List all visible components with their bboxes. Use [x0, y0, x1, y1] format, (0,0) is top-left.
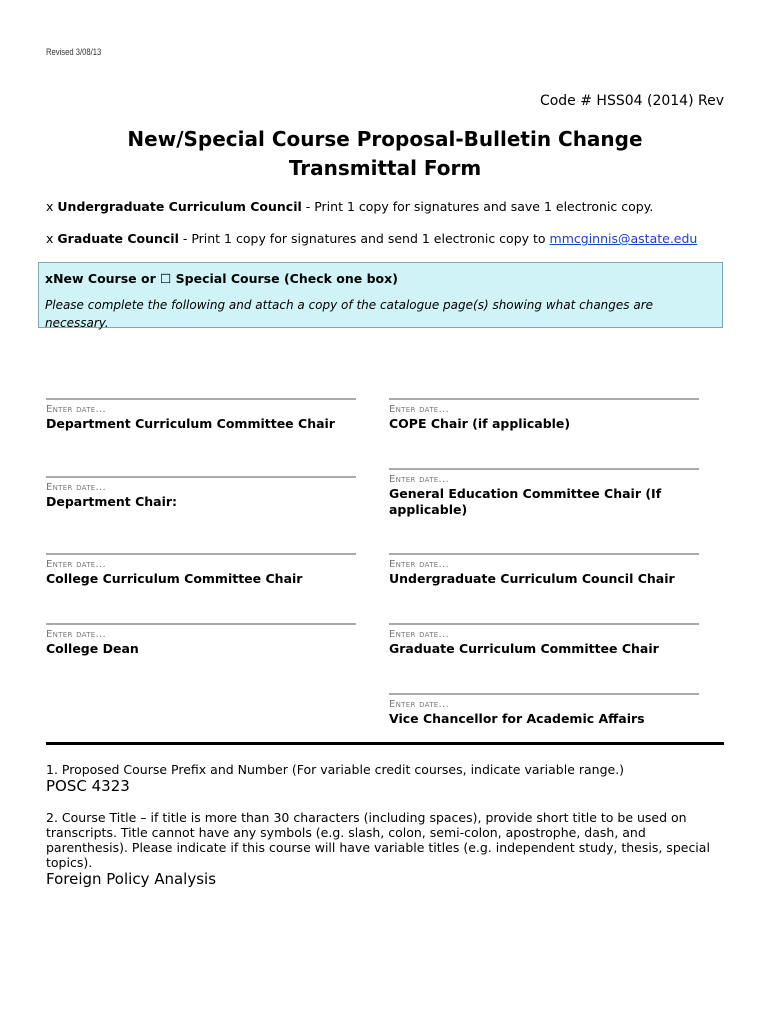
- date-field[interactable]: Enter date...: [46, 629, 106, 640]
- signature-line[interactable]: [389, 693, 699, 695]
- signatory-role: College Curriculum Committee Chair: [46, 571, 303, 586]
- date-field[interactable]: Enter date...: [389, 474, 449, 485]
- form-code: Code # HSS04 (2014) Rev: [539, 93, 724, 109]
- grad-council-name: Graduate Council: [57, 231, 179, 246]
- signatory-role: Department Chair:: [46, 494, 178, 509]
- date-field[interactable]: Enter date...: [389, 559, 449, 570]
- date-field[interactable]: Enter date...: [389, 629, 449, 640]
- date-field[interactable]: Enter date...: [389, 699, 449, 710]
- signatory-role: General Education Committee Chair (If applicable): [389, 486, 662, 517]
- page-title: [46, 125, 724, 183]
- signatory-role: Undergraduate Curriculum Council Chair: [389, 571, 675, 586]
- signature-line[interactable]: [46, 398, 356, 400]
- grad-check-mark[interactable]: x: [46, 231, 54, 246]
- question-1: 1. Proposed Course Prefix and Number (For variable credit courses, indicate variable range.): [46, 762, 625, 777]
- signature-line[interactable]: [46, 553, 356, 555]
- signature-vice-chancellor: [389, 693, 699, 727]
- title-line-1: New/Special Course Proposal-Bulletin Change: [127, 127, 643, 151]
- signatory-role: COPE Chair (if applicable): [389, 416, 571, 431]
- section-divider: [46, 742, 724, 745]
- revised-date: Revised 3/08/13: [46, 47, 102, 57]
- signature-dept-curriculum-chair: [46, 398, 356, 432]
- signature-line[interactable]: [46, 623, 356, 625]
- signature-college-dean: [46, 623, 356, 657]
- instructions-text: Please complete the following and attach a copy of the catalogue page(s) showing what changes are necessary.: [45, 298, 654, 330]
- date-field[interactable]: Enter date...: [46, 482, 106, 493]
- signatory-role: Department Curriculum Committee Chair: [46, 416, 335, 431]
- signature-dept-chair: [46, 476, 356, 510]
- title-line-2: Transmittal Form: [288, 156, 482, 180]
- grad-council-text: - Print 1 copy for signatures and send 1 electronic copy to: [178, 231, 550, 246]
- undergrad-check-mark[interactable]: x: [46, 199, 54, 214]
- date-field[interactable]: Enter date...: [46, 404, 106, 415]
- answer-2[interactable]: Foreign Policy Analysis: [46, 870, 217, 888]
- signatory-role: Vice Chancellor for Academic Affairs: [389, 711, 645, 726]
- signature-line[interactable]: [46, 476, 356, 478]
- signature-ugc-chair: [389, 553, 699, 587]
- date-field[interactable]: Enter date...: [46, 559, 106, 570]
- question-2: 2. Course Title – if title is more than 30 characters (including spaces), provide short title to be used on transcripts. Title cannot have any symbols (e.g. slash, colon, semi-colon, apostrophe, dash, and parenthesis). Please indicate if this course will have variable titles (e.g. independent study, thesis, special topics).: [46, 810, 710, 870]
- undergrad-council-name: Undergraduate Curriculum Council: [57, 199, 302, 214]
- course-type-box: [38, 262, 723, 328]
- signature-grad-curriculum-chair: [389, 623, 699, 657]
- signature-line[interactable]: [389, 398, 699, 400]
- signature-line[interactable]: [389, 468, 699, 470]
- answer-1[interactable]: POSC 4323: [46, 777, 130, 795]
- signature-line[interactable]: [389, 623, 699, 625]
- signature-line[interactable]: [389, 553, 699, 555]
- grad-council-line: [46, 231, 697, 246]
- signatory-role: College Dean: [46, 641, 139, 656]
- signature-college-curriculum-chair: [46, 553, 356, 587]
- undergrad-council-line: [46, 199, 653, 214]
- date-field[interactable]: Enter date...: [389, 404, 449, 415]
- signatory-role: Graduate Curriculum Committee Chair: [389, 641, 659, 656]
- undergrad-council-text: - Print 1 copy for signatures and save 1 electronic copy.: [301, 199, 654, 214]
- email-link[interactable]: mmcginnis@astate.edu: [549, 231, 698, 246]
- signature-cope-chair: [389, 398, 699, 432]
- course-type-selector[interactable]: xNew Course or ☐ Special Course (Check one box): [45, 271, 398, 286]
- signature-gen-ed-chair: [389, 468, 699, 518]
